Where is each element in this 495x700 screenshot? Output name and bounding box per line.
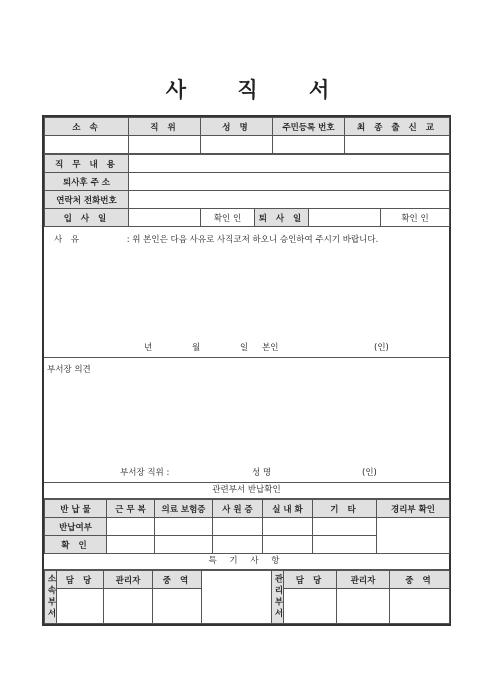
join-date-label: 입 사 일 [45, 209, 129, 227]
reason-label: 사 유 [54, 235, 83, 245]
return-cell[interactable] [155, 518, 213, 536]
right-col-executive: 중 역 [390, 571, 450, 589]
opinion-seal: (인) [362, 468, 377, 478]
last-school-header: 최 종 출 신 교 [345, 118, 450, 136]
detail-table [44, 154, 450, 227]
opinion-label: 부서장 의견 [47, 365, 91, 375]
duties-label: 직 무 내 용 [45, 155, 129, 173]
department-opinion-section[interactable] [44, 358, 449, 483]
right-col-staff: 담 당 [284, 571, 337, 589]
day-label: 일 [240, 343, 249, 353]
contact-label: 연락처 전화번호 [45, 191, 129, 209]
confirm-cell[interactable] [263, 536, 313, 554]
name-field[interactable] [201, 136, 273, 154]
leave-date-label: 퇴 사 일 [255, 209, 309, 227]
confirm-self2-label: 확인 인 [381, 209, 450, 227]
return-cell[interactable] [263, 518, 313, 536]
reason-section[interactable] [44, 227, 449, 358]
reason-text-line [54, 233, 378, 245]
confirm-self-label: 확인 인 [201, 209, 255, 227]
confirm-cell[interactable] [155, 536, 213, 554]
return-item-header-4: 실 내 화 [263, 500, 313, 518]
return-section-title: 관련부서 반납확인 [44, 483, 449, 499]
year-label: 년 [144, 343, 153, 353]
return-item-header-6: 경리부 확인 [377, 500, 450, 518]
confirm-cell[interactable] [313, 536, 377, 554]
month-label: 월 [192, 343, 201, 353]
special-notes-title: 특 기 사 항 [44, 554, 449, 570]
resident-no-field[interactable] [273, 136, 345, 154]
right-staff-sign[interactable] [284, 589, 337, 624]
confirm-cell[interactable] [213, 536, 263, 554]
self-label: 본인 [262, 343, 279, 353]
left-col-manager: 관리자 [104, 571, 153, 589]
resident-no-header: 주민등록 번호 [273, 118, 345, 136]
returned-row-label: 반납여부 [45, 518, 107, 536]
leave-date-field[interactable] [309, 209, 381, 227]
head-position-label: 부서장 직위 : [120, 468, 170, 478]
affiliation-field[interactable] [45, 136, 129, 154]
owning-dept-label: 소속부서 [45, 571, 57, 624]
confirm-cell[interactable] [107, 536, 155, 554]
right-executive-sign[interactable] [390, 589, 450, 624]
approval-table [44, 570, 450, 624]
resignation-form [42, 115, 451, 626]
head-name-label: 성 명 [252, 468, 272, 478]
return-cell[interactable] [313, 518, 377, 536]
contact-field[interactable] [129, 191, 450, 209]
return-item-header-2: 의료 보험증 [155, 500, 213, 518]
info-table [44, 117, 450, 154]
join-date-field[interactable] [129, 209, 201, 227]
right-manager-sign[interactable] [337, 589, 390, 624]
reason-seal: (인) [374, 343, 389, 353]
accounting-confirm-cell[interactable] [377, 518, 450, 554]
name-header: 성 명 [201, 118, 273, 136]
post-address-field[interactable] [129, 173, 450, 191]
last-school-field[interactable] [345, 136, 450, 154]
return-item-header-5: 기 타 [313, 500, 377, 518]
return-cell[interactable] [107, 518, 155, 536]
return-item-header-0: 반 납 물 [45, 500, 107, 518]
post-address-label: 퇴사후 주 소 [45, 173, 129, 191]
left-col-staff: 담 당 [57, 571, 104, 589]
position-header: 직 위 [129, 118, 201, 136]
left-col-executive: 중 역 [153, 571, 202, 589]
left-staff-sign[interactable] [57, 589, 104, 624]
admin-dept-label: 관리부서 [272, 571, 284, 624]
return-table [44, 499, 450, 554]
right-col-manager: 관리자 [337, 571, 390, 589]
confirm-row-label: 확 인 [45, 536, 107, 554]
reason-statement: : 위 본인은 다음 사유로 사직코저 하오니 승인하여 주시기 바랍니다. [126, 235, 379, 245]
position-field[interactable] [129, 136, 201, 154]
duties-field[interactable] [129, 155, 450, 173]
return-item-header-1: 근 무 복 [107, 500, 155, 518]
return-cell[interactable] [213, 518, 263, 536]
left-executive-sign[interactable] [153, 589, 202, 624]
return-item-header-3: 사 원 증 [213, 500, 263, 518]
document-title: 사 직 서 [165, 78, 352, 102]
left-manager-sign[interactable] [104, 589, 153, 624]
affiliation-header: 소 속 [45, 118, 129, 136]
special-notes-field[interactable] [202, 571, 272, 624]
